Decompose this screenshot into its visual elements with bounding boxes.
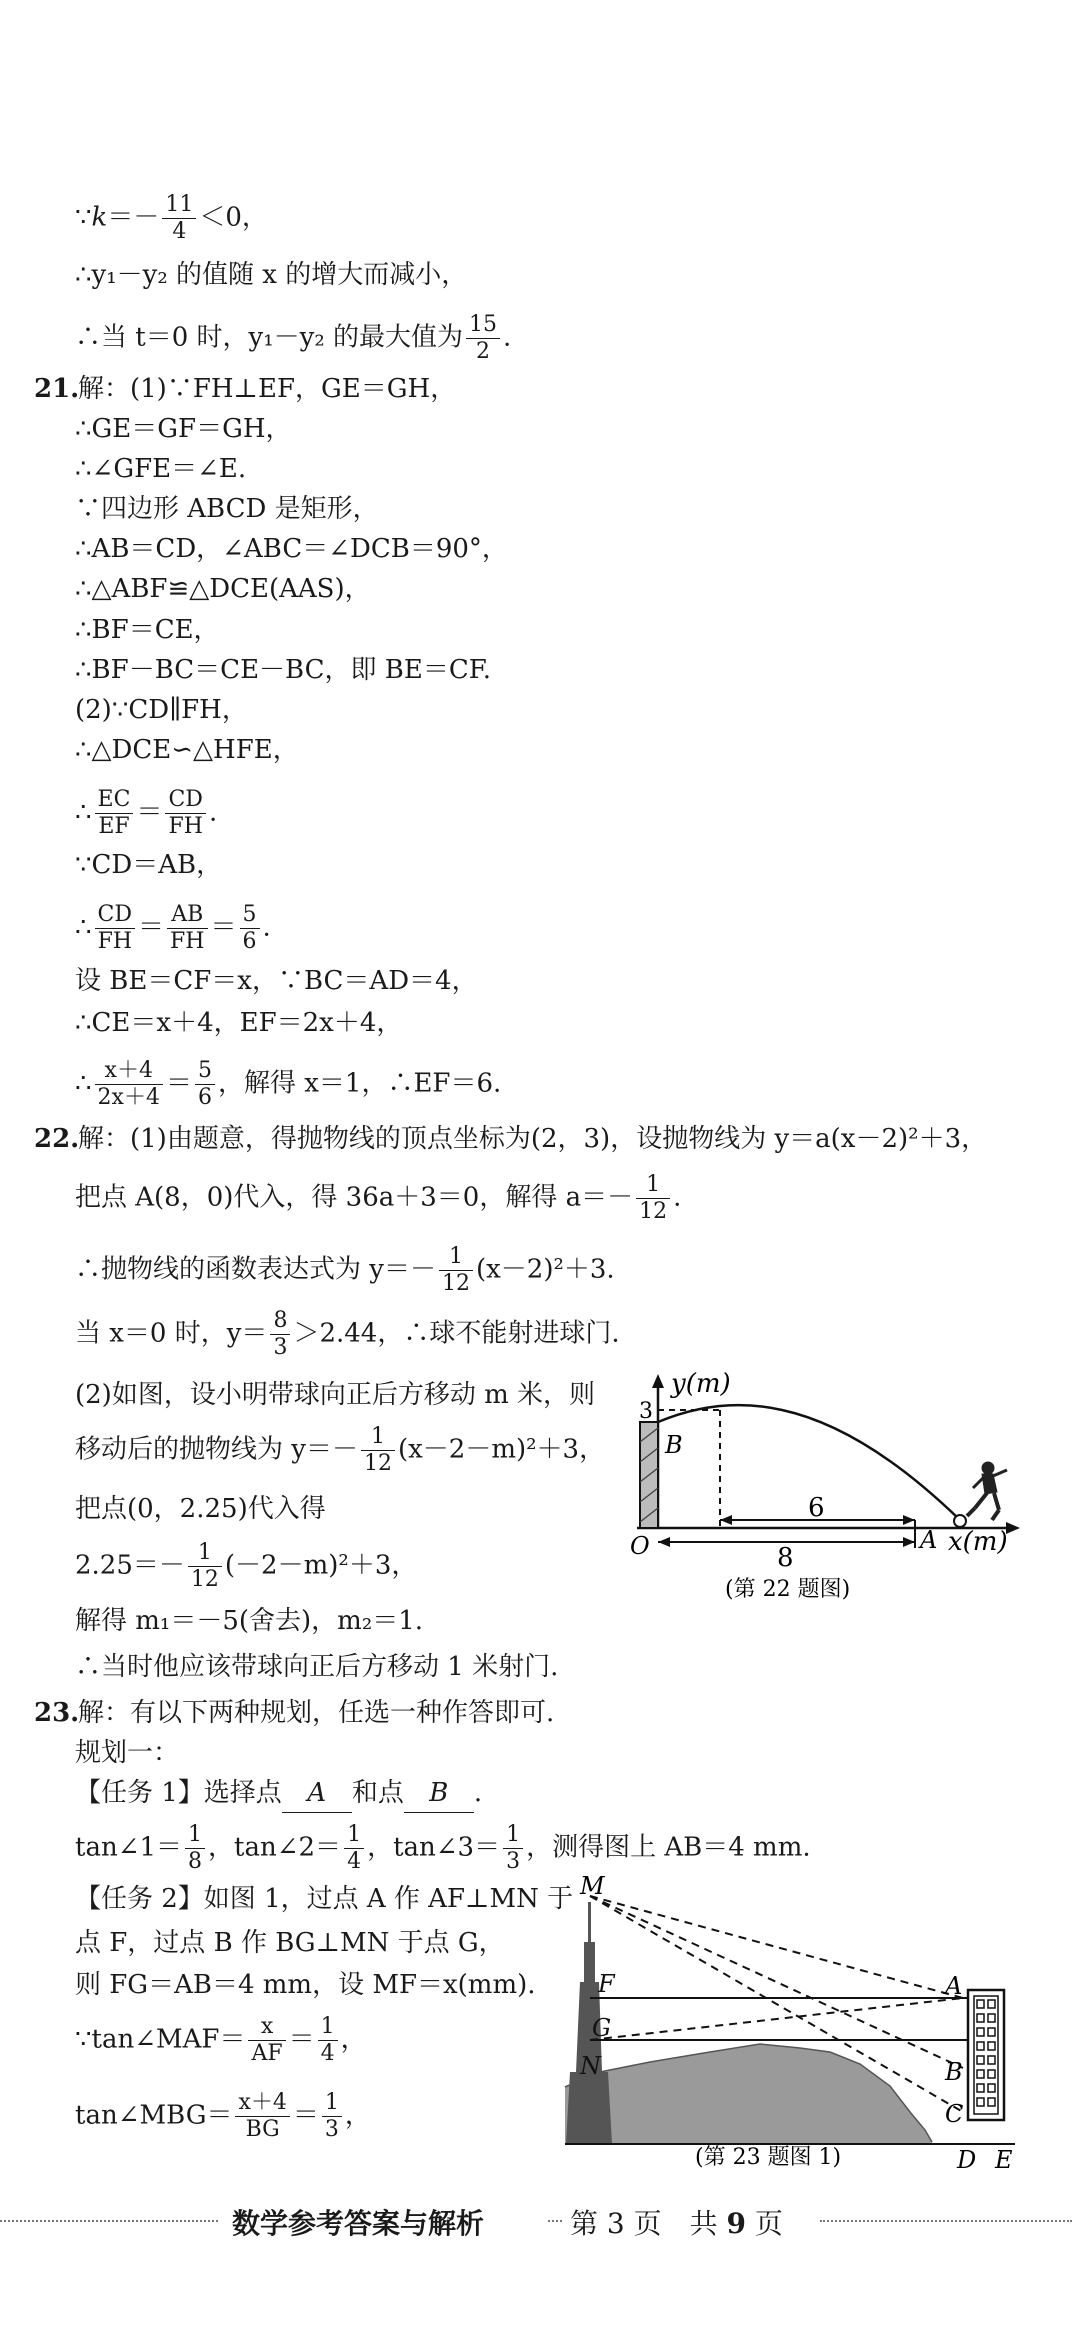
fraction: $\frac{1}{12}$ <box>636 1172 670 1225</box>
q23-line: 则 FG＝AB＝4 mm，设 MF＝x(mm). <box>75 1970 536 2000</box>
fraction: $\frac{1}{4}$ <box>344 1822 364 1875</box>
fraction: $\frac{5}{6}$ <box>195 1058 215 1111</box>
q22-line: 2.25＝－ $\frac{1}{12}$ (－2－m)²＋3， <box>75 1540 418 1592</box>
y-axis-arrow <box>652 1374 664 1388</box>
x-axis-arrow <box>1006 1522 1020 1534</box>
footer-dotted-rule <box>0 2220 218 2222</box>
ball <box>954 1515 966 1527</box>
fraction: $\frac{8}{3}$ <box>270 1308 290 1361</box>
fraction: $\frac{11}{4}$ <box>162 192 196 245</box>
terrain <box>565 2044 932 2144</box>
q23-task1-line: 【任务 1】选择点 A 和点 B . <box>75 1774 482 1813</box>
q21-line: 解：(1)∵FH⊥EF，GE＝GH， <box>78 374 457 404</box>
fraction: $\frac{x+4}{BG}$ <box>235 2090 289 2143</box>
q21-line: ∴△DCE∽△HFE， <box>75 735 299 765</box>
point-a-label: A <box>920 1526 938 1554</box>
q23-tan-maf-line: ∵tan∠MAF＝ $\frac{x}{AF}$ ＝ $\frac{1}{4}$ ， <box>75 2014 367 2066</box>
answer-blank: A <box>282 1774 352 1813</box>
q23-line: 规划一： <box>75 1738 180 1768</box>
q21-line: ∴AB＝CD，∠ABC＝∠DCB＝90°， <box>75 534 508 564</box>
label-f: F <box>598 1970 615 1998</box>
q22-line: 移动后的抛物线为 y＝－ $\frac{1}{12}$ (x－2－m)²＋3， <box>75 1424 606 1476</box>
fraction: $\frac{x+4}{2x+4}$ <box>95 1058 163 1111</box>
q21-ratio-line: ∴ $\frac{EC}{EF}$ ＝ $\frac{CD}{FH}$ . <box>75 787 218 839</box>
point-b-label: B <box>665 1431 683 1459</box>
dim-8-label: 8 <box>777 1543 794 1573</box>
q21-line: 设 BE＝CF＝x，∵BC＝AD＝4， <box>75 966 478 996</box>
q23-figure-caption: (第 23 题图 1) <box>695 2145 842 2170</box>
y-axis-label: y(m) <box>671 1370 731 1399</box>
origin-label: O <box>630 1532 650 1560</box>
label-c: C <box>945 2100 964 2128</box>
q20-line-max: ∴当 t＝0 时，y₁－y₂ 的最大值为 $\frac{15}{2}$ . <box>75 312 512 364</box>
q21-line: ∴BF－BC＝CE－BC，即 BE＝CF. <box>75 655 492 685</box>
q21-line: (2)∵CD∥FH， <box>75 695 248 725</box>
q22-line: 把点(0，2.25)代入得 <box>75 1494 326 1524</box>
q21-line: ∴BF＝CE， <box>75 615 220 645</box>
fraction: $\frac{EC}{EF}$ <box>95 787 134 840</box>
fraction: $\frac{AB}{FH}$ <box>167 902 207 955</box>
q21-line: ∵四边形 ABCD 是矩形， <box>75 494 379 524</box>
fraction: $\frac{1}{4}$ <box>318 2014 338 2067</box>
fraction: $\frac{1}{12}$ <box>188 1540 222 1593</box>
q22-line: ∴抛物线的函数表达式为 y＝－ $\frac{1}{12}$ (x－2)²＋3. <box>75 1244 615 1296</box>
label-n: N <box>580 2052 601 2080</box>
q21-line: ∴△ABF≌△DCE(AAS)， <box>75 574 371 604</box>
fraction: $\frac{CD}{FH}$ <box>165 787 205 840</box>
fraction: $\frac{1}{8}$ <box>185 1822 205 1875</box>
q20-line-k: ∵k＝－ $\frac{11}{4}$ ＜0， <box>75 192 268 244</box>
dim-6-arrow-left <box>720 1515 732 1525</box>
player-silhouette <box>967 1462 1007 1520</box>
footer-dotted-rule <box>820 2220 1072 2222</box>
tick-3-label: 3 <box>639 1399 653 1424</box>
dim-6-label: 6 <box>808 1493 825 1523</box>
dim-8-arrow-left <box>658 1537 670 1547</box>
fraction: $\frac{1}{12}$ <box>439 1244 473 1297</box>
question-number-23: 23. <box>34 1698 80 1728</box>
label-d: D <box>957 2146 977 2174</box>
page-footer <box>0 2196 1072 2246</box>
page-number: 第 3 页 共 9 页 <box>570 2207 783 2240</box>
q22-line: ∴当时他应该带球向正后方移动 1 米射门. <box>75 1652 559 1682</box>
q20-line-decrease: ∴y₁－y₂ 的值随 x 的增大而减小， <box>75 260 468 290</box>
q22-line: 解：(1)由题意，得抛物线的顶点坐标为(2，3)，设抛物线为 y＝a(x－2)²＋3， <box>78 1124 988 1154</box>
dim-6-arrow-right <box>903 1515 915 1525</box>
q23-line: 【任务 2】如图 1，过点 A 作 AF⊥MN 于 <box>75 1884 574 1914</box>
label-a: A <box>945 1972 963 2000</box>
question-number-21: 21. <box>34 374 80 404</box>
footer-dotted-rule <box>548 2220 562 2222</box>
label-g: G <box>592 2014 612 2042</box>
label-b: B <box>945 2058 963 2086</box>
fraction: $\frac{x}{AF}$ <box>248 2014 285 2067</box>
q22-line: 当 x＝0 时，y＝ $\frac{8}{3}$ ＞2.44，∴球不能射进球门. <box>75 1308 620 1360</box>
q22-figure <box>615 1370 1025 1600</box>
question-number-22: 22. <box>34 1124 80 1154</box>
q21-line: ∵CD＝AB， <box>75 850 223 880</box>
q21-ratio-line-2: ∴ $\frac{CD}{FH}$ ＝ $\frac{AB}{FH}$ ＝ $\frac{5}{6}$ . <box>75 902 271 954</box>
q22-figure-caption: (第 22 题图) <box>725 1577 851 1600</box>
dim-8-arrow-right <box>903 1537 915 1547</box>
fraction: $\frac{5}{6}$ <box>240 902 260 955</box>
label-e: E <box>995 2146 1013 2174</box>
q22-line: 解得 m₁＝－5(舍去)，m₂＝1. <box>75 1606 424 1636</box>
q21-line: ∴∠GFE＝∠E. <box>75 454 247 484</box>
fraction: $\frac{CD}{FH}$ <box>95 902 135 955</box>
q21-solve-line: ∴ $\frac{x+4}{2x+4}$ ＝ $\frac{5}{6}$ ，解得 x＝1，∴EF＝6. <box>75 1058 502 1110</box>
q22-line: 把点 A(8，0)代入，得 36a＋3＝0，解得 a＝－ $\frac{1}{12}$ . <box>75 1172 682 1224</box>
q23-figure <box>560 1872 1030 2182</box>
q23-tan-line: tan∠1＝ $\frac{1}{8}$ ，tan∠2＝ $\frac{1}{4}$ ，tan∠3＝ $\frac{1}{3}$ ，测得图上 AB＝4 mm. <box>75 1822 811 1874</box>
q21-line: ∴CE＝x＋4，EF＝2x＋4， <box>75 1008 403 1038</box>
footer-title: 数学参考答案与解析 <box>232 2207 485 2240</box>
q23-tan-mbg-line: tan∠MBG＝ $\frac{x+4}{BG}$ ＝ $\frac{1}{3}$ ， <box>75 2090 371 2142</box>
label-m: M <box>580 1872 605 1900</box>
sight-ma <box>590 1896 963 1998</box>
fraction: $\frac{1}{3}$ <box>322 2090 342 2143</box>
fraction: $\frac{1}{3}$ <box>503 1822 523 1875</box>
q22-line: (2)如图，设小明带球向正后方移动 m 米，则 <box>75 1380 596 1410</box>
q23-line: 解：有以下两种规划，任选一种作答即可. <box>78 1698 555 1728</box>
q23-line: 点 F，过点 B 作 BG⊥MN 于点 G， <box>75 1928 505 1958</box>
x-axis-label: x(m) <box>948 1527 1008 1557</box>
fraction: $\frac{1}{12}$ <box>361 1424 395 1477</box>
fraction: $\frac{15}{2}$ <box>466 312 500 365</box>
q21-line: ∴GE＝GF＝GH， <box>75 414 292 444</box>
answer-blank: B <box>404 1774 474 1813</box>
